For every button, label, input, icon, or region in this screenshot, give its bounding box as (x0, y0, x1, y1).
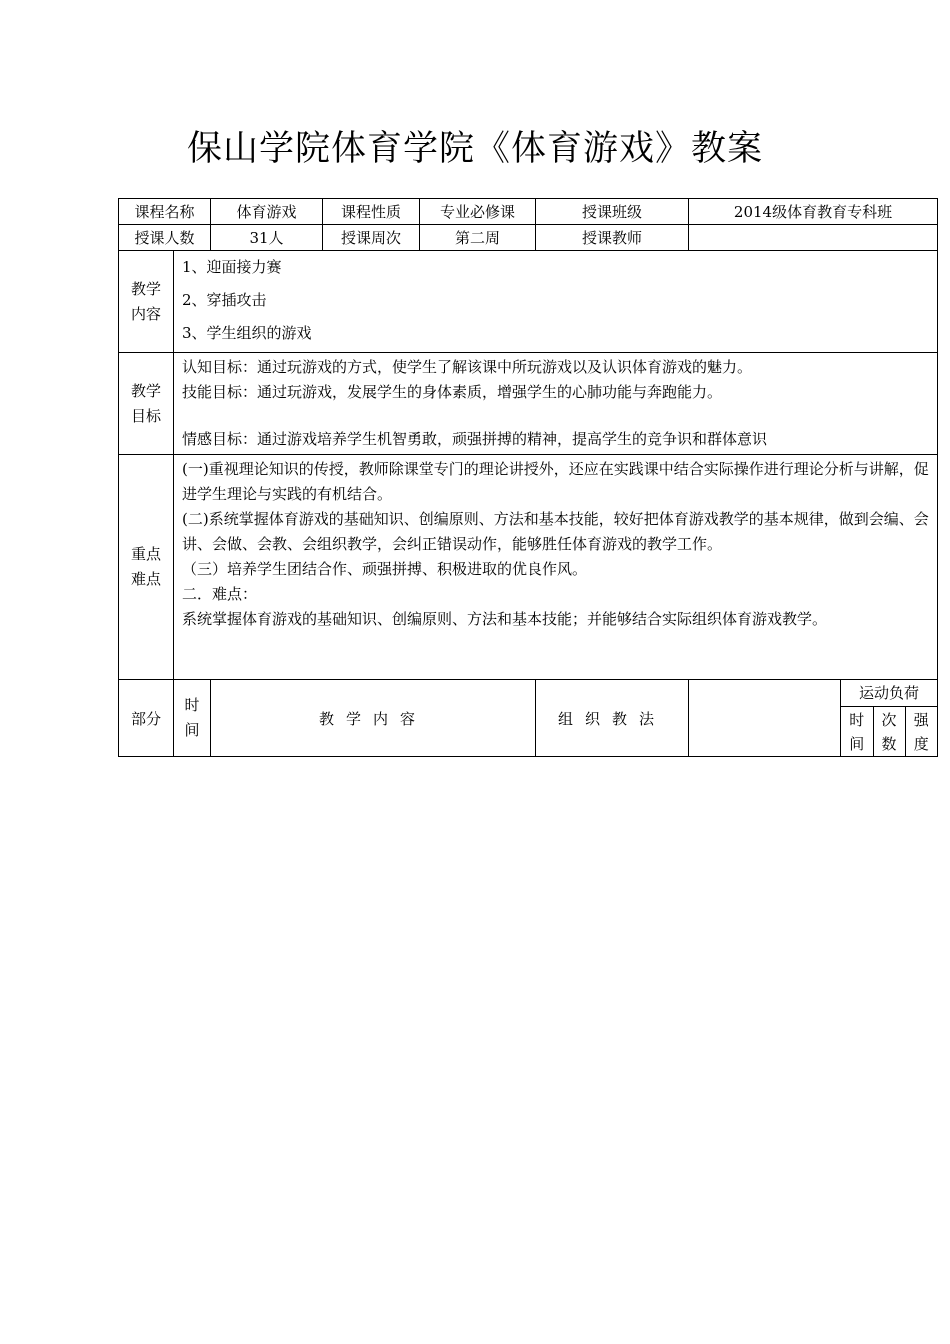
time-header-line1: 时 (184, 696, 200, 714)
key-point-2: (二)系统掌握体育游戏的基础知识、创编原则、方法和基本技能，较好把体育游戏教学的基本规律，做到会编、会讲、会做、会教、会组织教学，会纠正错误动作，能够胜任体育游戏的教学工作。 (182, 510, 929, 553)
key-points-label-line2: 难点 (130, 570, 161, 588)
load-intensity-line1: 强 (913, 710, 929, 729)
lesson-header-row (119, 680, 938, 757)
load-intensity (905, 707, 937, 757)
students-value: 31人 (211, 225, 323, 251)
teacher-label: 授课教师 (536, 225, 689, 251)
load-title: 运动负荷 (841, 680, 937, 707)
info-row-1 (119, 199, 938, 225)
content-row (119, 251, 938, 353)
load-header (689, 680, 938, 757)
list-item: 1、迎面接力赛 (182, 258, 282, 276)
content-list (174, 251, 938, 353)
load-count (873, 707, 905, 757)
time-header (174, 680, 211, 757)
course-nature-value: 专业必修课 (420, 199, 536, 225)
class-label: 授课班级 (536, 199, 689, 225)
difficulty-heading: 二．难点： (182, 585, 258, 603)
goal-emotion: 情感目标：通过游戏培养学生机智勇敢，顽强拼搏的精神，提高学生的竞争识和群体意识 (182, 430, 768, 448)
class-value: 2014级体育教育专科班 (689, 199, 938, 225)
goals-label (119, 353, 174, 455)
key-point-1: (一)重视理论知识的传授，教师除课堂专门的理论讲授外，还应在实践课中结合实际操作进行理论分析与讲解，促进学生理论与实践的有机结合。 (182, 460, 929, 503)
load-count-line2: 数 (881, 734, 897, 753)
goals-row (119, 353, 938, 455)
list-item: 3、学生组织的游戏 (182, 324, 312, 342)
content-label-line2: 内容 (130, 304, 161, 323)
load-time-line1: 时 (849, 710, 865, 729)
teacher-value (689, 225, 938, 251)
lesson-plan-table (118, 198, 938, 757)
course-name-value: 体育游戏 (211, 199, 323, 225)
goal-cognitive: 认知目标：通过玩游戏的方式，使学生了解该课中所玩游戏以及认识体育游戏的魅力。 (182, 358, 753, 376)
list-item: 2、穿插攻击 (182, 291, 267, 309)
goal-skill: 技能目标：通过玩游戏，发展学生的身体素质，增强学生的心肺功能与奔跑能力。 (182, 383, 723, 401)
time-header-line2: 间 (184, 721, 200, 739)
page-title: 保山学院体育学院《体育游戏》教案 (186, 129, 763, 169)
info-row-2 (119, 225, 938, 251)
content-label-line1: 教学 (130, 279, 161, 298)
part-header: 部分 (119, 680, 174, 757)
week-value: 第二周 (420, 225, 536, 251)
course-nature-label: 课程性质 (323, 199, 420, 225)
load-subtable (841, 680, 937, 756)
load-count-line1: 次 (881, 710, 897, 729)
content-header: 教学内容 (211, 680, 536, 757)
key-point-3: （三）培养学生团结合作、顽强拼搏、积极进取的优良作风。 (182, 560, 588, 578)
load-time (841, 707, 873, 757)
students-label: 授课人数 (119, 225, 211, 251)
goals-label-line1: 教学 (130, 381, 161, 400)
week-label: 授课周次 (323, 225, 420, 251)
content-label (119, 251, 174, 353)
key-points-label-line1: 重点 (130, 545, 161, 563)
course-name-label: 课程名称 (119, 199, 211, 225)
goals-label-line2: 目标 (130, 406, 161, 425)
load-time-line2: 间 (849, 734, 865, 753)
key-points-row (119, 455, 938, 680)
method-header: 组织教法 (536, 680, 689, 757)
key-points-text (174, 455, 938, 680)
load-intensity-line2: 度 (913, 734, 929, 753)
goals-text (174, 353, 938, 455)
key-points-label (119, 455, 174, 680)
difficulty-text: 系统掌握体育游戏的基础知识、创编原则、方法和基本技能；并能够结合实际组织体育游戏教学。 (182, 610, 828, 628)
